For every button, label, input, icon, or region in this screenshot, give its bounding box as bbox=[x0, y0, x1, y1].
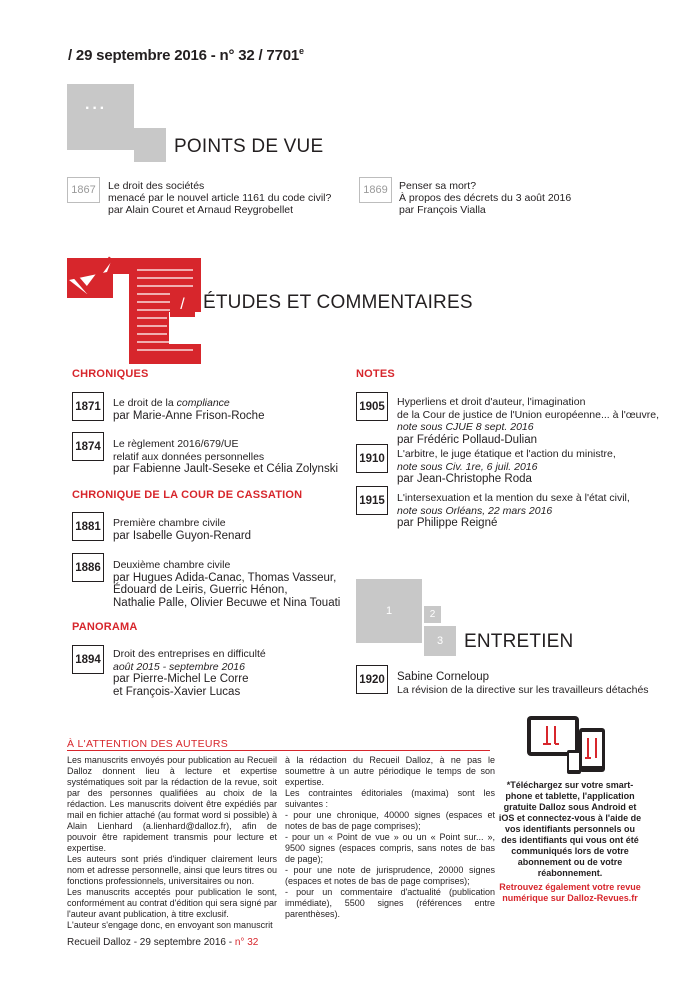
article-number: 1910 bbox=[356, 444, 388, 473]
section-graphic-box-small bbox=[134, 128, 166, 162]
article-number: 1915 bbox=[356, 486, 388, 515]
section-title-entretien: ENTRETIEN bbox=[464, 631, 574, 652]
subsection-cassation: CHRONIQUE DE LA COUR DE CASSATION bbox=[72, 489, 303, 501]
article-entry[interactable]: L'intersexuation et la mention du sexe à l'état civil, note sous Orléans, 22 mars 2016 par Philippe Reigné bbox=[397, 492, 630, 529]
slash-badge: / bbox=[170, 292, 195, 317]
article-entry[interactable]: Le règlement 2016/679/UE relatif aux données personnelles par Fabienne Jault-Seseke et Célia Zolynski bbox=[113, 438, 339, 475]
article-entry[interactable]: Le droit de la compliance par Marie-Anne Frison-Roche bbox=[113, 397, 265, 422]
ellipsis-icon: ··· bbox=[85, 100, 107, 117]
subsection-panorama: PANORAMA bbox=[72, 621, 138, 633]
section-title-etudes: ÉTUDES ET COMMENTAIRES bbox=[203, 292, 473, 313]
article-number: 1874 bbox=[72, 432, 104, 461]
subsection-chroniques: CHRONIQUES bbox=[72, 368, 149, 380]
article-number: 1894 bbox=[72, 645, 104, 674]
article-number: 1867 bbox=[67, 177, 100, 203]
divider bbox=[67, 750, 490, 751]
article-entry[interactable]: Hyperliens et droit d'auteur, l'imagination de la Cour de justice de l'Union européenne... à l'œuvre, note sous CJUE 8 sept. 2016 par Frédéric Pollaud-Dulian bbox=[397, 396, 659, 446]
app-promo: *Téléchargez sur votre smart-phone et tablette, l'application gratuite Dalloz sous Android et iOS et connectez-vous à l'aide de vos identifiants personnels ou des identifiants qui vous ont été communiqués lors de votre abonnement ou de votre réabonnement. Retrouvez également votre revue numérique sur Dalloz-Revues.fr bbox=[498, 780, 642, 903]
authors-note-column-1: Les manuscrits envoyés pour publication au Recueil Dalloz donnent lieu à lecture et expertise systématiques soit par la rédaction de la revue, soit par des personnes qualifiées au choix de la rédaction. Les manuscrits doivent être expédiés par mail en fichier attaché (au format word si possible) à Alain Lienhard (a.lienhard@dalloz.fr), afin de pouvoir être rapidement transmis pour lecture et expertise. Les auteurs sont priés d'indiquer clairement leurs nom et adresse personnelle, ainsi que leurs titres ou fonctions professionnels, universitaires ou non. Les manuscrits acceptés pour publication le sont, conformément au contrat d'édition qui sera signé par l'auteur avant publication, à titre exclusif. L'auteur s'engage donc, en envoyant son manuscrit bbox=[67, 755, 277, 930]
interview-box-3: 3 bbox=[424, 626, 456, 656]
issue-header: / 29 septembre 2016 - n° 32 / 7701e bbox=[68, 46, 304, 64]
article-number: 1871 bbox=[72, 392, 104, 421]
article-number: 1881 bbox=[72, 512, 104, 541]
article-number: 1869 bbox=[359, 177, 392, 203]
article-entry[interactable]: Sabine Corneloup La révision de la directive sur les travailleurs détachés bbox=[397, 671, 649, 696]
authors-note-title: À L'ATTENTION DES AUTEURS bbox=[67, 738, 229, 750]
article-entry[interactable]: Première chambre civile par Isabelle Guyon-Renard bbox=[113, 517, 252, 542]
article-entry[interactable]: L'arbitre, le juge étatique et l'action du ministre, note sous Civ. 1re, 6 juil. 2016 par Jean-Christophe Roda bbox=[397, 448, 616, 485]
article-number: 1886 bbox=[72, 553, 104, 582]
section-title-points-de-vue: POINTS DE VUE bbox=[174, 136, 324, 157]
page-footer: Recueil Dalloz - 29 septembre 2016 - n° 32 bbox=[67, 937, 259, 948]
article-entry[interactable]: Deuxième chambre civile par Hugues Adida-Canac, Thomas Vasseur, Édouard de Leiris, Guerric Hénon, Nathalie Palle, Olivier Becuwe et Nina Touati bbox=[113, 559, 341, 609]
article-number: 1905 bbox=[356, 392, 388, 421]
authors-note-column-2: à la rédaction du Recueil Dalloz, à ne pas le soumettre à un autre périodique le temps de son expertise. Les contraintes éditoriales (maxima) sont les suivantes : - pour une chronique, 40000 signes (espaces et notes de bas de page comprises); - pour un « Point de vue » ou un « Point sur... », 9500 signes (espaces compris, sans notes de bas de page); - pour une note de jurisprudence, 20000 signes (espaces et notes de bas de page comprises); - pour un commentaire d'actualité (publication immédiate), 5500 signes (références entre parenthèses). bbox=[285, 755, 495, 919]
article-number: 1920 bbox=[356, 665, 388, 694]
interview-box-1: 1 bbox=[356, 579, 422, 643]
devices-icon bbox=[525, 714, 615, 776]
article-entry[interactable]: Droit des entreprises en difficulté août 2015 - septembre 2016 par Pierre-Michel Le Corre et François-Xavier Lucas bbox=[113, 648, 266, 698]
article-entry[interactable]: Penser sa mort? À propos des décrets du 3 août 2016 par François Vialla bbox=[399, 180, 572, 216]
interview-box-2: 2 bbox=[424, 606, 441, 623]
subsection-notes: NOTES bbox=[356, 368, 395, 380]
article-entry[interactable]: Le droit des sociétés menacé par le nouvel article 1161 du code civil? par Alain Couret et Arnaud Reygrobellet bbox=[108, 180, 332, 216]
